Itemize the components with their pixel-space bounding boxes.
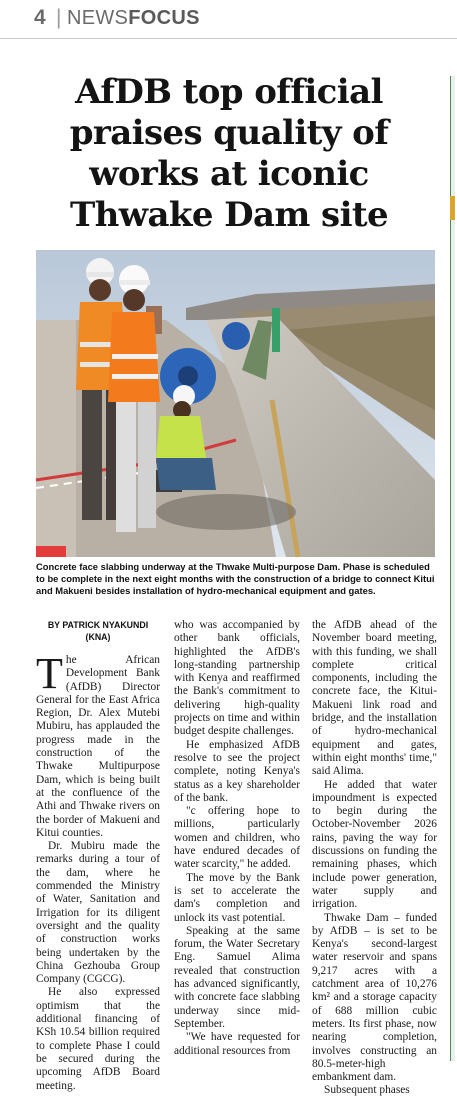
section-name-bold: FOCUS — [128, 7, 200, 29]
page-number: 4 — [34, 6, 46, 29]
article-paragraph: the AfDB ahead of the November board meeting, with this funding, we shall complete critical components, including the concrete face, the Kitui-Makueni link road and bridge, and the installation of hydro-mechanical equipment and gates, within eight months' time," said Alima. — [312, 619, 437, 778]
article-paragraph: He also expressed optimism that the additional financing of KSh 10.54 billion required to complete Phase I could be secured during the upcoming AfDB Board meeting. — [36, 986, 160, 1092]
dam-construction-photo — [36, 250, 435, 557]
byline — [36, 619, 160, 643]
article-paragraph: He added that water impoundment is expected to begin during the October-November 2026 rains, paving the way for discussions on funding the remaining phases, which include power generation, water supply and irrigation. — [312, 778, 437, 911]
headline-line: works at iconic — [89, 154, 369, 194]
photo-caption: Concrete face slabbing underway at the Thwake Multi-purpose Dam. Phase is scheduled to be complete in the next eight months with the construction of a bridge to connect Kitui and Makueni besides installation of hydro-mechanical equipment and gates. — [36, 561, 435, 597]
article-paragraph: Dr. Mubiru made the remarks during a tour of the dam, where he commended the Ministry of Water, Sanitation and Irrigation for its diligent oversight and the quality of construction works being undertaken by the China Gezhouba Group Company (CGCG). — [36, 840, 160, 986]
article-column-2 — [174, 619, 300, 1057]
article-paragraph: Subsequent phases — [324, 1084, 410, 1097]
article-paragraph: Speaking at the same forum, the Water Secretary Eng. Samuel Alima revealed that construction has advanced significantly, with concrete face slabbing underway since mid-September. — [174, 924, 300, 1030]
page-header — [0, 0, 457, 39]
article-paragraph: The move by the Bank is set to accelerate the dam's completion and unlock its vast potential. — [174, 871, 300, 924]
gutter-line — [450, 76, 451, 1061]
article-column-3 — [312, 619, 437, 1097]
byline-author: BY PATRICK NYAKUNDI — [47, 620, 149, 630]
section-name — [67, 7, 200, 30]
section-name-light: NEWS — [67, 7, 129, 29]
article-paragraph: The African Development Bank (AfDB) Director General for the East Africa Region, Dr. Alex Mutebi Mubiru, has applauded the progress made in the construction of the Thwake Multipurpose Dam, which is being built at the confluence of the Athi and Thwake rivers on the border of Makueni and Kitui counties. — [36, 649, 160, 839]
header-separator: | — [56, 6, 62, 29]
headline-line: AfDB top official — [75, 72, 383, 112]
headline — [20, 72, 438, 236]
gutter-marker — [450, 196, 455, 220]
article-paragraph: "We have requested for additional resources from — [174, 1031, 300, 1057]
byline-agency: (KNA) — [85, 632, 111, 642]
article-column-1 — [36, 649, 160, 1092]
page-gutter-strip — [450, 76, 455, 1061]
headline-line: praises quality of — [69, 113, 389, 153]
article-paragraph: Thwake Dam – funded by AfDB – is set to be Kenya's second-largest water reservoir and spans 9,217 acres with a catchment area of 10,276 km² and a storage capacity of 688 million cubic meters. Its first phase, now nearing completion, involves constructing an 80.5-meter-high embankment dam. — [312, 911, 437, 1084]
article-paragraph: He emphasized AfDB resolve to see the project complete, noting Kenya's status as a key shareholder of the bank. — [174, 738, 300, 804]
article-paragraph: "c offering hope to millions, particularly women and children, who have endured decades of water scarcity," he added. — [174, 805, 300, 871]
article-paragraph: who was accompanied by other bank officials, highlighted the AfDB's long-standing partnership with Kenya and reaffirmed the Bank's commitment to delivering high-quality projects on time and within budget despite challenges. — [174, 619, 300, 738]
headline-line: Thwake Dam site — [69, 195, 389, 235]
